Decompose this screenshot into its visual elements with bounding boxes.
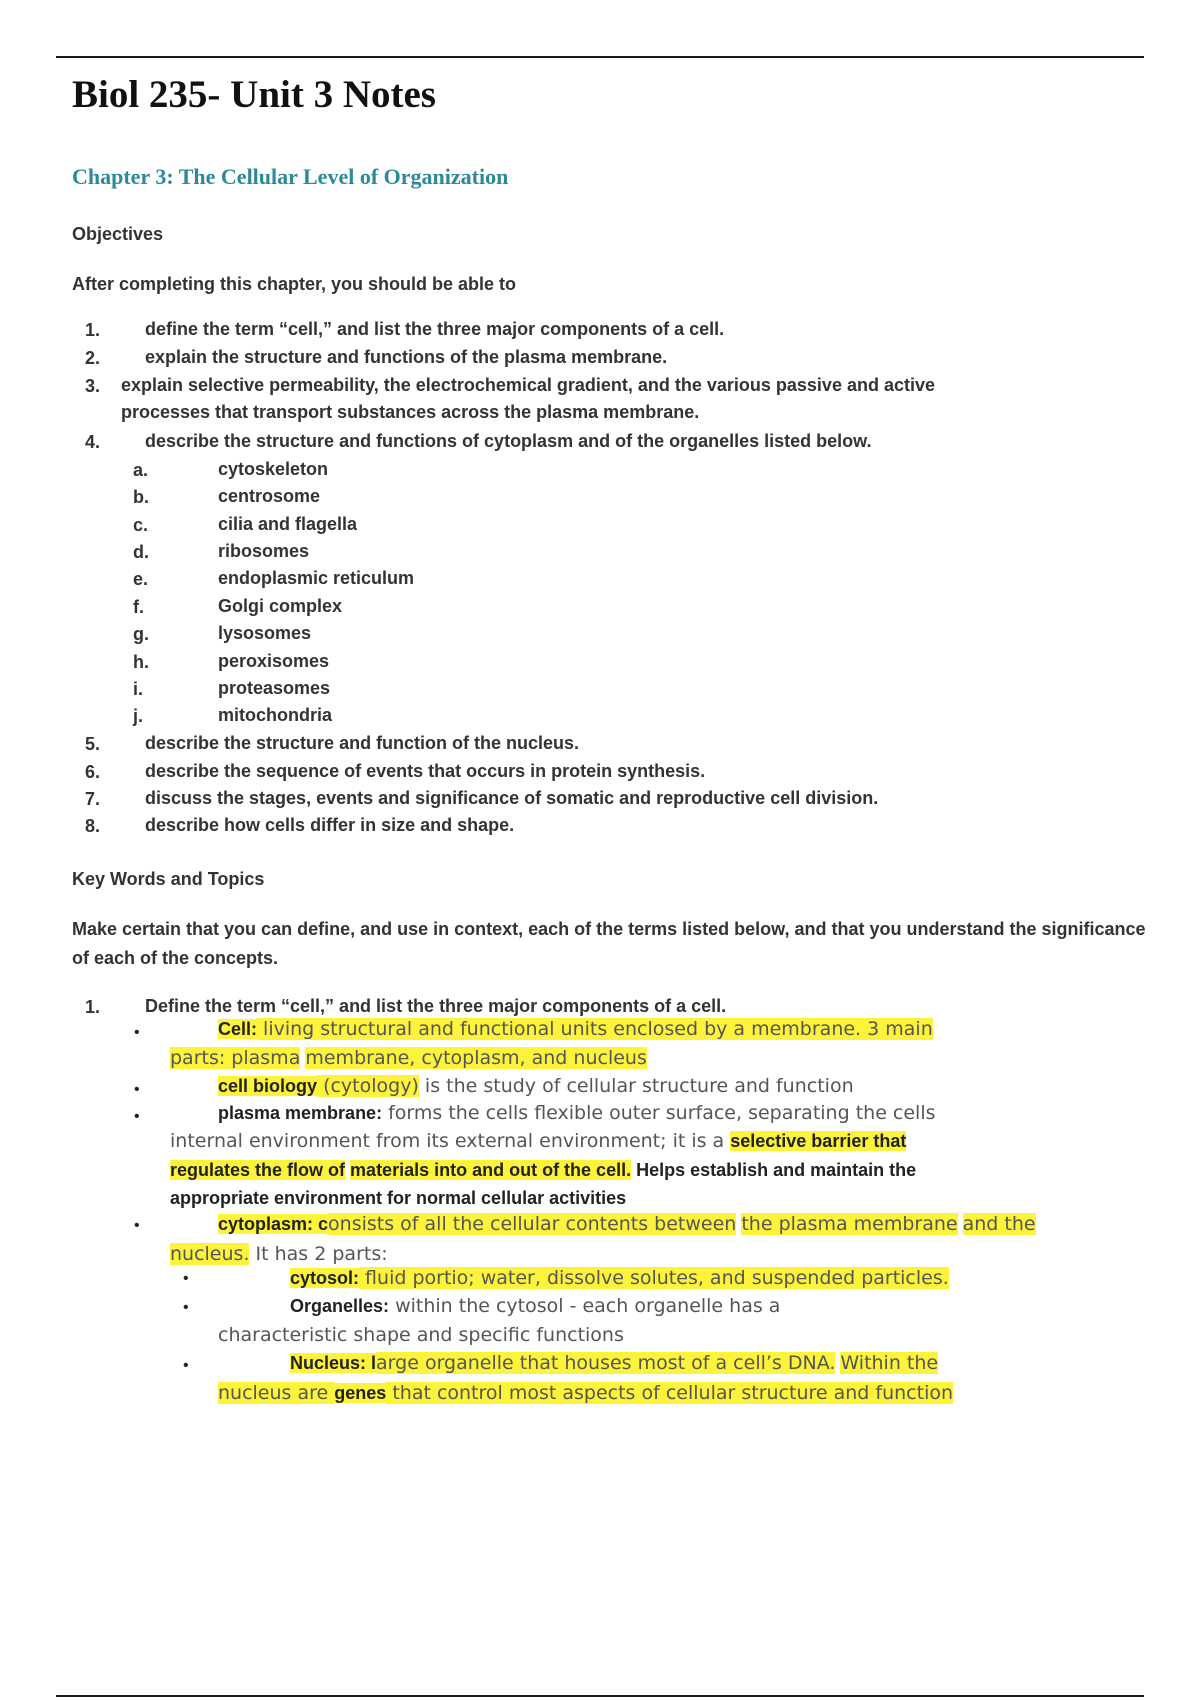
objectives-heading: Objectives (72, 224, 164, 244)
keywords-intro: Make certain that you can define, and use in context, each of the terms listed below, and that you understand the significance of each of the concepts. (72, 919, 1146, 968)
note-organelles (290, 1293, 780, 1320)
nucleus-definition: Within the (840, 1352, 939, 1374)
cell-biology-definition: is the study of cellular structure and function (418, 1075, 854, 1097)
cytosol-definition: fluid portio; water, dissolve solutes, and suspended particles. (359, 1267, 949, 1289)
note-organelles-continued (218, 1322, 624, 1349)
organelle-item: lysosomes (218, 623, 312, 643)
term-plasma-membrane: plasma membrane: (218, 1103, 383, 1123)
objective-number: 8. (85, 816, 101, 836)
cell-biology-paren: (cytology) (317, 1075, 419, 1097)
objective-number: 6. (85, 762, 101, 782)
nucleus-definition: nucleus are (218, 1382, 335, 1404)
note-nucleus-continued (218, 1380, 953, 1407)
note-nucleus (290, 1350, 938, 1377)
bullet-icon: • (183, 1299, 189, 1316)
objective-number: 4. (85, 432, 101, 452)
cytoplasm-definition: nucleus. (170, 1243, 250, 1265)
organelle-letter: e. (133, 569, 149, 589)
organelle-item: endoplasmic reticulum (218, 568, 415, 588)
bullet-icon: • (134, 1108, 140, 1125)
organelle-item: mitochondria (218, 705, 333, 725)
top-rule (56, 56, 1144, 58)
note-cell-biology (218, 1073, 854, 1100)
organelle-item: proteasomes (218, 678, 331, 698)
objective-number: 3. (85, 376, 101, 396)
page-title: Biol 235- Unit 3 Notes (72, 73, 436, 116)
plasma-membrane-definition-part: Helps establish and maintain the (631, 1160, 917, 1180)
objective-item: describe how cells differ in size and shape. (145, 815, 515, 835)
objective-item: explain the structure and functions of the plasma membrane. (145, 347, 668, 367)
organelles-definition-part: characteristic shape and specific functions (218, 1324, 624, 1346)
term-organelles: Organelles: (290, 1296, 390, 1316)
nucleus-definition: that control most aspects of cellular structure and function (386, 1382, 954, 1404)
objective-number: 1. (85, 320, 101, 340)
cytoplasm-definition: onsists of all the cellular contents between (328, 1213, 737, 1235)
objective-item: describe the structure and function of the nucleus. (145, 733, 580, 753)
note-cell-continued (170, 1045, 647, 1072)
objective-item-continued: processes that transport substances across the plasma membrane. (121, 402, 700, 422)
organelle-letter: b. (133, 487, 149, 507)
cytoplasm-definition: the plasma membrane (741, 1213, 958, 1235)
cell-definition: living structural and functional units enclosed by a membrane. 3 main (257, 1018, 933, 1040)
plasma-membrane-highlight: regulates the flow of (170, 1160, 346, 1180)
organelle-letter: d. (133, 542, 149, 562)
objective-item: describe the sequence of events that occurs in protein synthesis. (145, 761, 706, 781)
notes-number: 1. (85, 997, 101, 1017)
cytoplasm-definition: and the (962, 1213, 1036, 1235)
plasma-membrane-definition-part: internal environment from its external environment; it is a (170, 1130, 731, 1152)
organelle-item: cytoskeleton (218, 459, 329, 479)
bottom-rule (56, 1695, 1144, 1697)
bullet-icon: • (183, 1270, 189, 1287)
objective-item: discuss the stages, events and significance of somatic and reproductive cell division. (145, 788, 879, 808)
chapter-heading: Chapter 3: The Cellular Level of Organization (72, 164, 509, 189)
objective-item: define the term “cell,” and list the three major components of a cell. (145, 319, 725, 339)
bullet-icon: • (134, 1081, 140, 1098)
objective-number: 5. (85, 734, 101, 754)
keywords-heading: Key Words and Topics (72, 869, 265, 889)
note-plasma-membrane-continued (170, 1128, 906, 1155)
note-plasma-membrane-continued (170, 1185, 626, 1212)
term-cell: Cell: (218, 1019, 258, 1039)
cell-definition-part: membrane, cytoplasm, and nucleus (305, 1047, 647, 1069)
bullet-icon: • (134, 1217, 140, 1234)
note-cytoplasm-continued (170, 1241, 388, 1268)
organelle-letter: f. (133, 597, 144, 617)
organelle-letter: h. (133, 652, 149, 672)
cell-definition-part: parts: plasma (170, 1047, 301, 1069)
objective-item: describe the structure and functions of cytoplasm and of the organelles listed below. (145, 431, 872, 451)
organelle-letter: a. (133, 460, 149, 480)
bullet-icon: • (134, 1024, 140, 1041)
objective-number: 2. (85, 348, 101, 368)
organelle-letter: j. (133, 706, 144, 726)
organelle-item: Golgi complex (218, 596, 343, 616)
term-cell-biology: cell biology (218, 1076, 318, 1096)
notes-heading: Define the term “cell,” and list the three major components of a cell. (145, 996, 727, 1016)
organelle-item: centrosome (218, 486, 321, 506)
organelle-item: cilia and flagella (218, 514, 358, 534)
nucleus-definition: arge organelle that houses most of a cell’s DNA. (376, 1352, 836, 1374)
organelle-item: peroxisomes (218, 651, 330, 671)
note-cytosol (290, 1265, 949, 1292)
term-cytosol: cytosol: (290, 1268, 360, 1288)
cytoplasm-definition-part: It has 2 parts: (249, 1243, 388, 1265)
note-plasma-membrane (218, 1100, 936, 1127)
note-plasma-membrane-continued (170, 1157, 916, 1184)
objective-item: explain selective permeability, the electrochemical gradient, and the various passive and active (121, 375, 935, 395)
term-genes: genes (334, 1383, 387, 1403)
organelle-letter: g. (133, 624, 149, 644)
bullet-icon: • (183, 1357, 189, 1374)
organelle-letter: i. (133, 679, 144, 699)
organelle-letter: c. (133, 515, 149, 535)
objective-number: 7. (85, 789, 101, 809)
plasma-membrane-definition-part: appropriate environment for normal cellular activities (170, 1188, 627, 1208)
plasma-membrane-highlight: selective barrier that (730, 1131, 907, 1151)
note-cell (218, 1016, 933, 1043)
term-cytoplasm: cytoplasm: c (218, 1214, 329, 1234)
plasma-membrane-definition: forms the cells flexible outer surface, separating the cells (382, 1102, 936, 1124)
organelle-item: ribosomes (218, 541, 310, 561)
objectives-intro: After completing this chapter, you should be able to (72, 274, 517, 294)
note-cytoplasm (218, 1211, 1036, 1238)
plasma-membrane-highlight: materials into and out of the cell. (350, 1160, 632, 1180)
term-nucleus: Nucleus: l (290, 1353, 377, 1373)
organelles-definition: within the cytosol - each organelle has a (389, 1295, 781, 1317)
